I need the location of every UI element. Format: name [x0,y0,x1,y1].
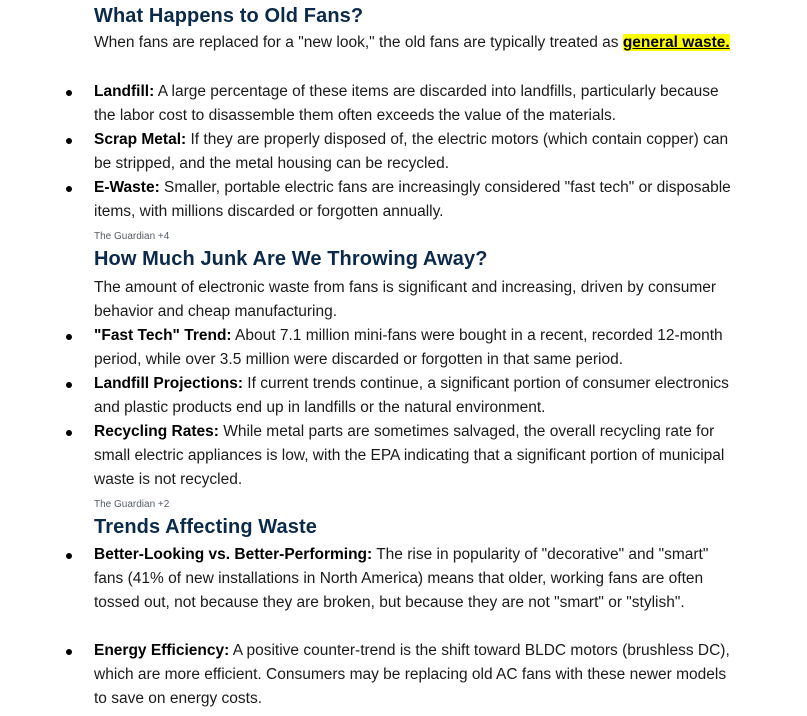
intro-paragraph-junk: The amount of electronic waste from fans is significant and increasing, driven by consumer behavior and cheap manufacturing. [94,279,717,320]
item-term: Landfill Projections: [94,375,243,392]
item-text: The rise in popularity of "decorative" and "smart" fans (41% of new installations in North America) means that older, working fans are often tossed out, not because they are broken, but because they are not "smart" or "stylish". [94,546,709,611]
list-item-scrap-metal [94,128,734,176]
source-link-guardian[interactable]: The Guardian +2 [94,499,170,510]
item-text: A large percentage of these items are discarded into landfills, particularly because the labor cost to disassemble them often exceeds the value of the materials. [94,83,719,124]
item-term: Energy Efficiency: [94,642,230,659]
item-text: About 7.1 million mini-fans were bought in a recent, recorded 12-month period, while over 3.5 million were discarded or forgotten in that same period. [94,327,723,368]
intro-paragraph-old-fans [94,31,734,55]
item-text: If they are properly disposed of, the electric motors (which contain copper) can be stripped, and the metal housing can be recycled. [94,131,729,172]
list-item-landfill [94,80,734,128]
item-text: While metal parts are sometimes salvaged, the overall recycling rate for small electric appliances is low, with the EPA indicating that a significant portion of municipal waste is not recycled. [94,423,725,488]
list-item-fast-tech [94,324,734,372]
item-text: Smaller, portable electric fans are increasingly considered "fast tech" or disposable items, with millions discarded or forgotten annually. [94,179,731,220]
item-text: A positive counter-trend is the shift toward BLDC motors (brushless DC), which are more efficient. Consumers may be replacing old AC fans with these newer models to save on energy costs. [94,642,730,707]
section-heading-junk: How Much Junk Are We Throwing Away? [94,248,488,270]
list-item-energy-efficiency [94,639,734,711]
list-item-better-looking [94,543,734,615]
item-term: Landfill: [94,83,155,100]
highlighted-term: general waste. [622,34,730,51]
item-term: Scrap Metal: [94,131,187,148]
item-term: Better-Looking vs. Better-Performing: [94,546,373,563]
item-term: "Fast Tech" Trend: [94,327,232,344]
section-heading-old-fans: What Happens to Old Fans? [94,5,364,27]
list-item-e-waste [94,176,734,224]
item-term: E-Waste: [94,179,160,196]
intro-text: When fans are replaced for a "new look," the old fans are typically treated as [94,34,623,51]
section-heading-trends: Trends Affecting Waste [94,516,317,538]
source-link-guardian[interactable]: The Guardian +4 [94,231,170,242]
list-item-landfill-projections [94,372,734,420]
item-term: Recycling Rates: [94,423,219,440]
list-item-recycling-rates [94,420,734,492]
item-text: If current trends continue, a significant portion of consumer electronics and plastic products end up in landfills or the natural environment. [94,375,729,416]
